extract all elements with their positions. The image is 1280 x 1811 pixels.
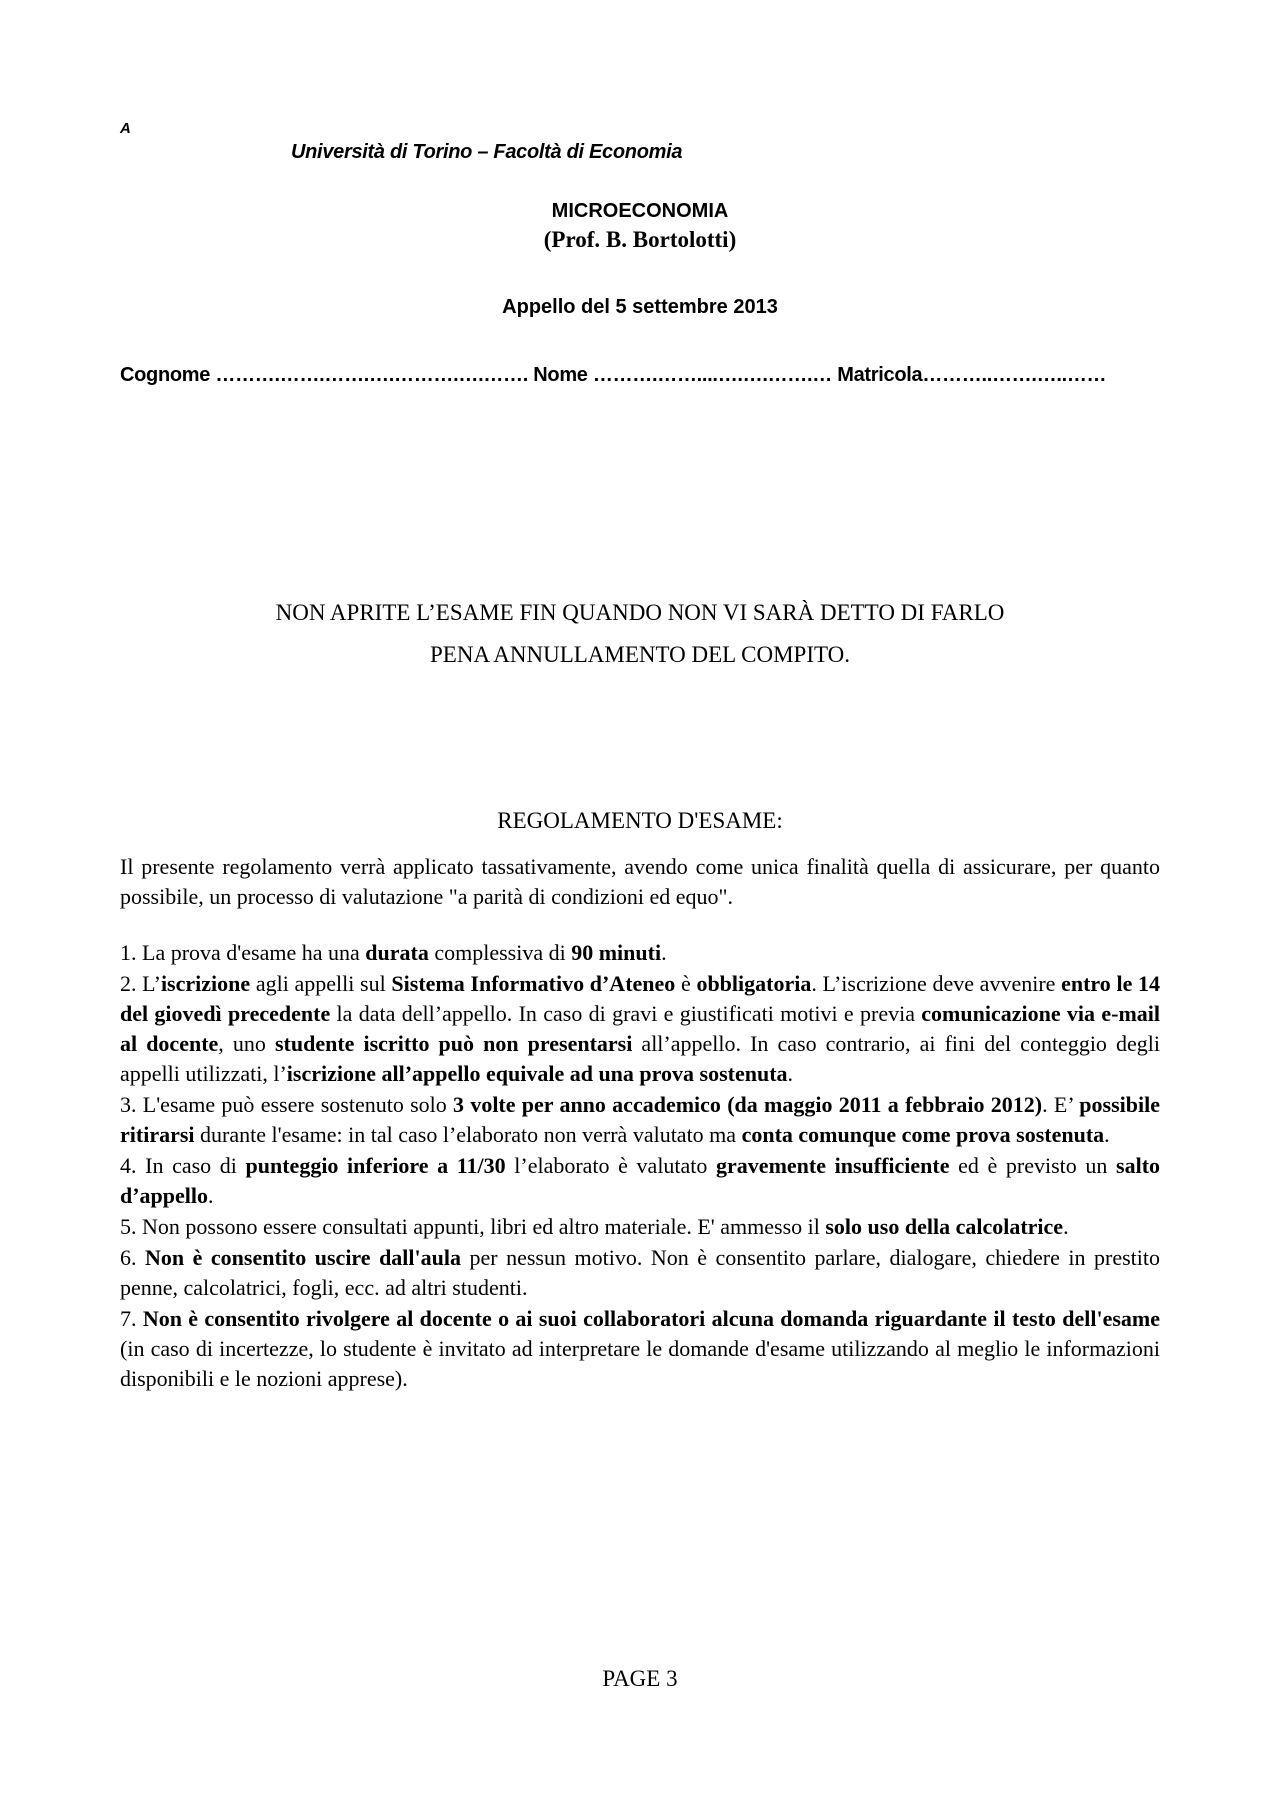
rule-item-5 <box>120 1212 1160 1242</box>
professor-name: (Prof. B. Bortolotti) <box>543 227 737 252</box>
rule-1-segment: 1. La prova d'esame ha una <box>120 940 366 965</box>
rule-item-3 <box>120 1090 1160 1150</box>
regulation-rules <box>120 938 1160 1395</box>
rule-1-segment: . <box>661 940 667 965</box>
rule-item-6 <box>120 1243 1160 1303</box>
rule-2-segment: studente iscritto può non presentarsi <box>274 1031 633 1056</box>
rule-3-segment: possibile ritirarsi <box>120 1092 1160 1147</box>
rule-4-segment: 4. In caso di <box>120 1153 246 1178</box>
rule-2-segment: . L’iscrizione deve avvenire <box>811 971 1062 996</box>
rule-item-2 <box>120 969 1160 1089</box>
rule-2-segment: Sistema Informativo d’Ateneo <box>391 971 676 996</box>
rule-3-segment: durante l'esame: in tal caso l’elaborato non verrà valutato ma <box>194 1122 742 1147</box>
rule-2-segment: è <box>675 971 697 996</box>
rule-4-segment: gravemente insufficiente <box>716 1153 950 1178</box>
rule-2-segment: 2. L’ <box>120 971 161 996</box>
rule-2-segment: iscrizione all’appello equivale ad una prova sostenuta <box>286 1061 788 1086</box>
rule-item-1 <box>120 938 1160 968</box>
rule-2-segment: comunicazione via e-mail al docente <box>120 1001 1161 1056</box>
warning-line-2: PENA ANNULLAMENTO DEL COMPITO. <box>430 642 850 667</box>
surname-field: ……….…….…….….……….….……. <box>215 364 528 386</box>
rule-item-4 <box>120 1151 1160 1211</box>
id-field: ………..…….…..…… <box>922 364 1107 386</box>
rule-2-segment: entro le 14 del giovedì precedente <box>120 971 1161 1026</box>
surname-label: Cognome <box>120 364 211 386</box>
course-title: MICROECONOMIA <box>551 200 729 222</box>
regulation-intro: Il presente regolamento verrà applicato tassativamente, avendo come unica finalità quella di assicurare, per quanto possibile, un processo di valutazione "a parità di condizioni ed equo". <box>120 854 1160 909</box>
rule-3-segment: . E’ <box>1042 1092 1080 1117</box>
regulation-title: REGOLAMENTO D'ESAME: <box>497 808 783 833</box>
name-label: Nome <box>533 364 588 386</box>
rule-1-segment: durata <box>365 940 429 965</box>
rule-1-segment: complessiva di <box>428 940 572 965</box>
id-label: Matricola <box>837 364 923 386</box>
rule-4-segment: salto d’appello <box>120 1153 1161 1208</box>
rule-2-segment: iscrizione <box>160 971 251 996</box>
name-field: ……….……....….….…….… <box>592 364 832 386</box>
rule-4-segment: l’elaborato è valutato <box>505 1153 717 1178</box>
rule-2-segment: all’appello. In caso contrario, ai fini del conteggio degli appelli utilizzati, l’ <box>120 1031 1161 1086</box>
rule-6-segment: Non è consentito uscire dall'aula <box>145 1245 461 1270</box>
rule-6-segment: per nessun motivo. Non è consentito parlare, dialogare, chiedere in prestito penne, calcolatrici, fogli, ecc. ad altri studenti. <box>120 1245 1160 1300</box>
rule-3-segment: . <box>1104 1122 1110 1147</box>
exam-date: Appello del 5 settembre 2013 <box>502 296 778 318</box>
rule-3-segment: conta comunque come prova sostenuta <box>741 1122 1105 1147</box>
rule-item-7 <box>120 1304 1160 1394</box>
rule-7-segment: (in caso di incertezze, lo studente è invitato ad interpretare le domande d'esame utilizzando al meglio le informazioni disponibili e le nozioni apprese). <box>120 1336 1160 1391</box>
rule-2-segment: la data dell’appello. In caso di gravi e giustificati motivi e previa <box>330 1001 922 1026</box>
rule-3-segment: 3. L'esame può essere sostenuto solo <box>120 1092 454 1117</box>
student-fields <box>120 364 1106 387</box>
rule-2-segment: obbligatoria <box>696 971 812 996</box>
rule-2-segment: . <box>787 1061 794 1086</box>
rule-5-segment: 5. Non possono essere consultati appunti, libri ed altro materiale. E' ammesso il <box>120 1214 826 1239</box>
page-number: PAGE 3 <box>602 1666 678 1691</box>
rule-2-segment: agli appelli sul <box>250 971 392 996</box>
rule-1-segment: 90 minuti <box>571 940 662 965</box>
rule-4-segment: ed è previsto un <box>949 1153 1117 1178</box>
rule-2-segment: , uno <box>218 1031 275 1056</box>
rule-6-segment: 6. <box>120 1245 146 1270</box>
rule-4-segment: . <box>208 1183 214 1208</box>
rule-5-segment: solo uso della calcolatrice <box>825 1214 1064 1239</box>
rule-4-segment: punteggio inferiore a 11/30 <box>245 1153 506 1178</box>
rule-7-segment: 7. <box>120 1306 143 1331</box>
rule-3-segment: 3 volte per anno accademico (da maggio 2011 a febbraio 2012) <box>453 1092 1043 1117</box>
rule-7-segment: Non è consentito rivolgere al docente o ai suoi collaboratori alcuna domanda riguardante il testo dell'esame <box>142 1306 1160 1331</box>
university-name: Università di Torino – Facoltà di Economia <box>291 141 683 163</box>
warning-line-1: NON APRITE L’ESAME FIN QUANDO NON VI SARÀ DETTO DI FARLO <box>275 600 1005 625</box>
corner-mark: A <box>120 120 131 137</box>
rule-5-segment: . <box>1063 1214 1069 1239</box>
